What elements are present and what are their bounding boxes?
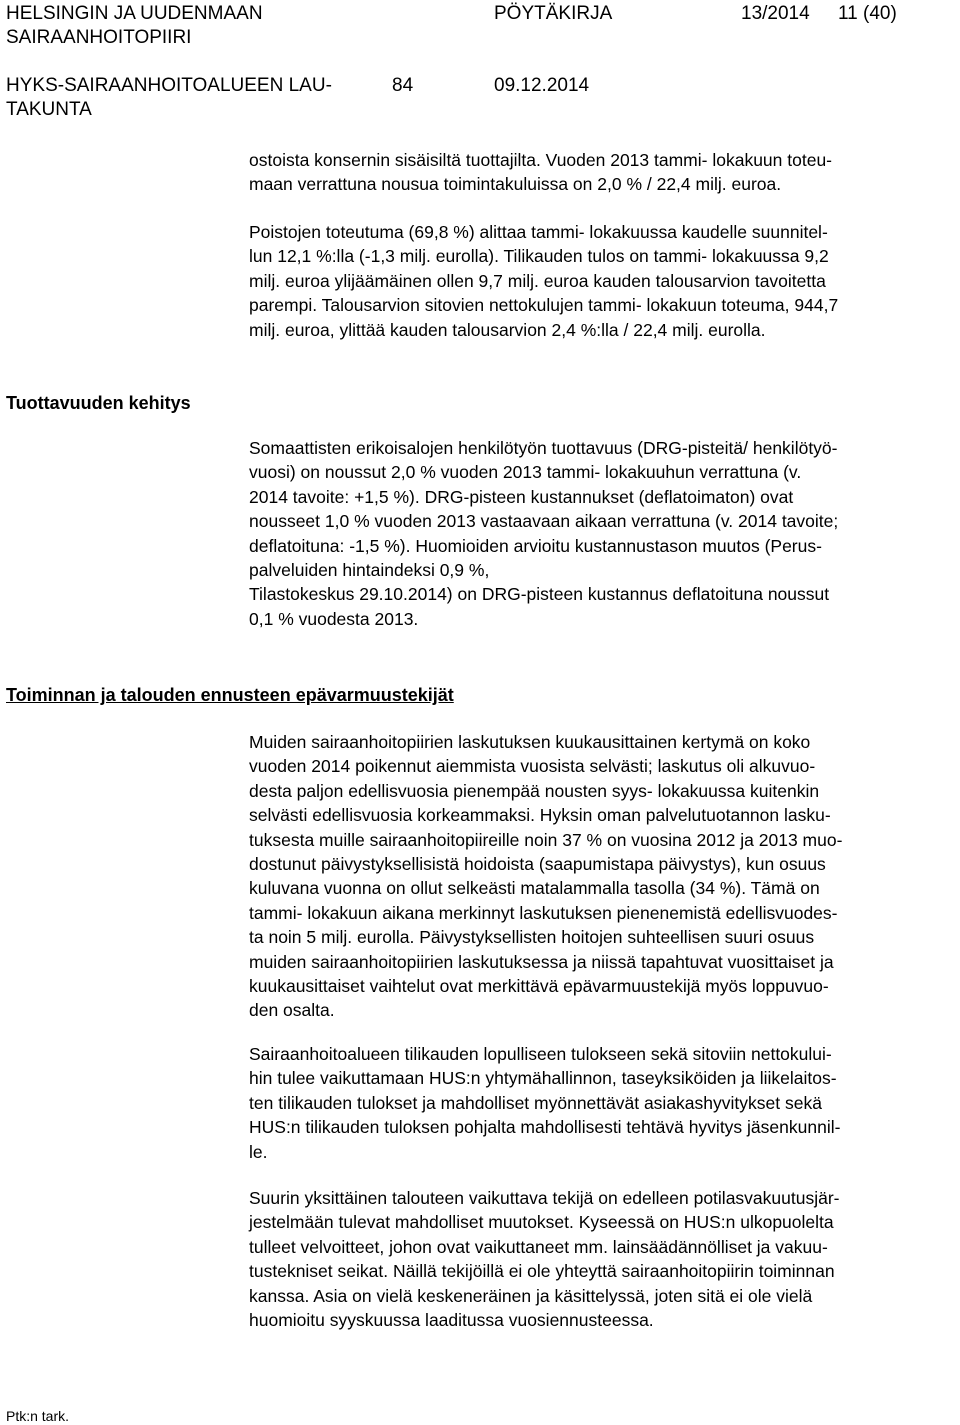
section-number: 84: [392, 75, 414, 96]
text-line: vuosi) on noussut 2,0 % vuoden 2013 tammi- lokakuuhun verrattuna (v.: [249, 462, 802, 483]
text-line: hin tulee vaikuttamaan HUS:n yhtymähallinnon, taseyksiköiden ja liikelaitos-: [249, 1068, 837, 1089]
text-line: milj. euroa ylijäämäinen ollen 9,7 milj. euroa kauden talousarvion tavoitetta: [249, 270, 826, 291]
text-line: palveluiden hintaindeksi 0,9 %,: [249, 559, 490, 580]
text-line: nousseet 1,0 % vuoden 2013 vastaavaan aikaan verrattuna (v. 2014 tavoite;: [249, 511, 839, 532]
text-line: Sairaanhoitoalueen tilikauden lopulliseen tulokseen sekä sitoviin nettokului-: [249, 1044, 832, 1064]
text-line: kanssa. Asia on vielä keskeneräinen ja käsittelyssä, joten sitä ei ole vielä: [249, 1285, 813, 1306]
text-line: HUS:n tilikauden tuloksen pohjalta mahdollisesti tehtävä hyvitys jäsenkunnil-: [249, 1117, 841, 1138]
paragraph-billing: [249, 730, 953, 1023]
paragraph-final-result: [249, 1042, 953, 1164]
document-type: PÖYTÄKIRJA: [494, 3, 613, 24]
organization-name: HELSINGIN JA UUDENMAAN: [6, 3, 263, 24]
text-line: Tilastokeskus 29.10.2014) on DRG-pisteen kustannus deflatoituna noussut: [249, 584, 830, 605]
text-line: den osalta.: [249, 1000, 335, 1021]
text-line: kuluvana vuonna on ollut selkeästi matalammalla tasolla (34 %). Tämä on: [249, 878, 820, 899]
organization-name-line2: SAIRAANHOITOPIIRI: [6, 27, 192, 48]
text-line: Somaattisten erikoisalojen henkilötyön tuottavuus (DRG-pisteitä/ henkilötyö-: [249, 438, 838, 458]
text-line: maan verrattuna nousua toimintakuluissa on 2,0 % / 22,4 milj. euroa.: [249, 174, 782, 195]
text-line: tammi- lokakuun aikana merkinnyt laskutuksen pienenemistä edellisvuodes-: [249, 902, 838, 923]
text-line: ten tilikauden tulokset ja mahdolliset myönnettävät asiakashyvitykset sekä: [249, 1092, 822, 1113]
text-line: tulleet velvoitteet, johon ovat vaikuttaneet mm. lainsäädännölliset ja vakuu-: [249, 1236, 828, 1257]
text-line: milj. euroa, ylittää kauden talousarvion 2,4 %:lla / 22,4 milj. eurolla.: [249, 319, 766, 340]
document-number: 13/2014: [741, 3, 810, 24]
text-line: muiden sairaanhoitopiirien laskutuksessa ja niissä tapahtuvat vuosittaiset ja: [249, 951, 834, 972]
text-line: deflatoituna: -1,5 %). Huomioiden arvioitu kustannustason muutos (Perus-: [249, 535, 822, 556]
text-line: Muiden sairaanhoitopiirien laskutuksen kuukausittainen kertymä on koko: [249, 732, 811, 752]
board-name-line2: TAKUNTA: [6, 99, 92, 120]
text-line: le.: [249, 1141, 268, 1162]
section-heading-uncertainty: Toiminnan ja talouden ennusteen epävarmuustekijät: [6, 685, 454, 705]
text-line: Suurin yksittäinen talouteen vaikuttava tekijä on edelleen potilasvakuutusjär-: [249, 1188, 840, 1208]
text-line: ta noin 5 milj. eurolla. Päivystyksellisten hoitojen suhteellisen suuri osuus: [249, 927, 815, 948]
paragraph-productivity: [249, 436, 953, 631]
board-name: HYKS-SAIRAANHOITOALUEEN LAU-: [6, 75, 332, 96]
text-line: selvästi edellisvuosia korkeammaksi. Hyksin oman palvelutuotannon lasku-: [249, 805, 831, 826]
text-line: kuukausittaiset vaihtelut ovat merkittävä epävarmuustekijä myös loppuvuo-: [249, 975, 829, 996]
text-line: 2014 tavoite: +1,5 %). DRG-pisteen kustannukset (deflatoimaton) ovat: [249, 486, 794, 507]
page-number: 11 (40): [838, 3, 897, 24]
text-line: ostoista konsernin sisäisiltä tuottajilta. Vuoden 2013 tammi- lokakuun toteu-: [249, 150, 833, 170]
text-line: parempi. Talousarvion sitovien nettokulujen tammi- lokakuun toteuma, 944,7: [249, 295, 839, 316]
paragraph-expenses: [249, 148, 953, 197]
text-line: dostunut päivystyksellisistä hoidoista (saapumistapa päivystys), kun osuus: [249, 853, 826, 874]
minutes-verification-label: Ptk:n tark.: [6, 1408, 70, 1424]
section-heading-productivity: Tuottavuuden kehitys: [6, 393, 191, 413]
text-line: vuoden 2014 poikennut aiemmista vuosista selvästi; laskutus oli alkuvuo-: [249, 756, 816, 777]
paragraph-depreciation: [249, 220, 953, 342]
text-line: Poistojen toteutuma (69,8 %) alittaa tammi- lokakuussa kaudelle suunnitel-: [249, 222, 828, 242]
text-line: huomioitu syyskuussa laaditussa vuosiennusteessa.: [249, 1309, 654, 1330]
text-line: 0,1 % vuodesta 2013.: [249, 608, 419, 629]
text-line: lun 12,1 %:lla (-1,3 milj. eurolla). Tilikauden tulos on tammi- lokakuussa 9,2: [249, 246, 829, 267]
text-line: desta paljon edellisvuosia pienempää nousten syys- lokakuussa kuitenkin: [249, 780, 820, 801]
meeting-date: 09.12.2014: [494, 75, 590, 96]
text-line: jestelmään tulevat mahdolliset muutokset. Kyseessä on HUS:n ulkopuolelta: [249, 1212, 834, 1233]
text-line: tustekniset seikat. Näillä tekijöillä ei ole yhteyttä sairaanhoitopiirin toiminnan: [249, 1261, 835, 1282]
text-line: tuksesta muille sairaanhoitopiireille noin 37 % on vuosina 2012 ja 2013 muo-: [249, 829, 843, 850]
paragraph-patient-insurance: [249, 1186, 953, 1332]
